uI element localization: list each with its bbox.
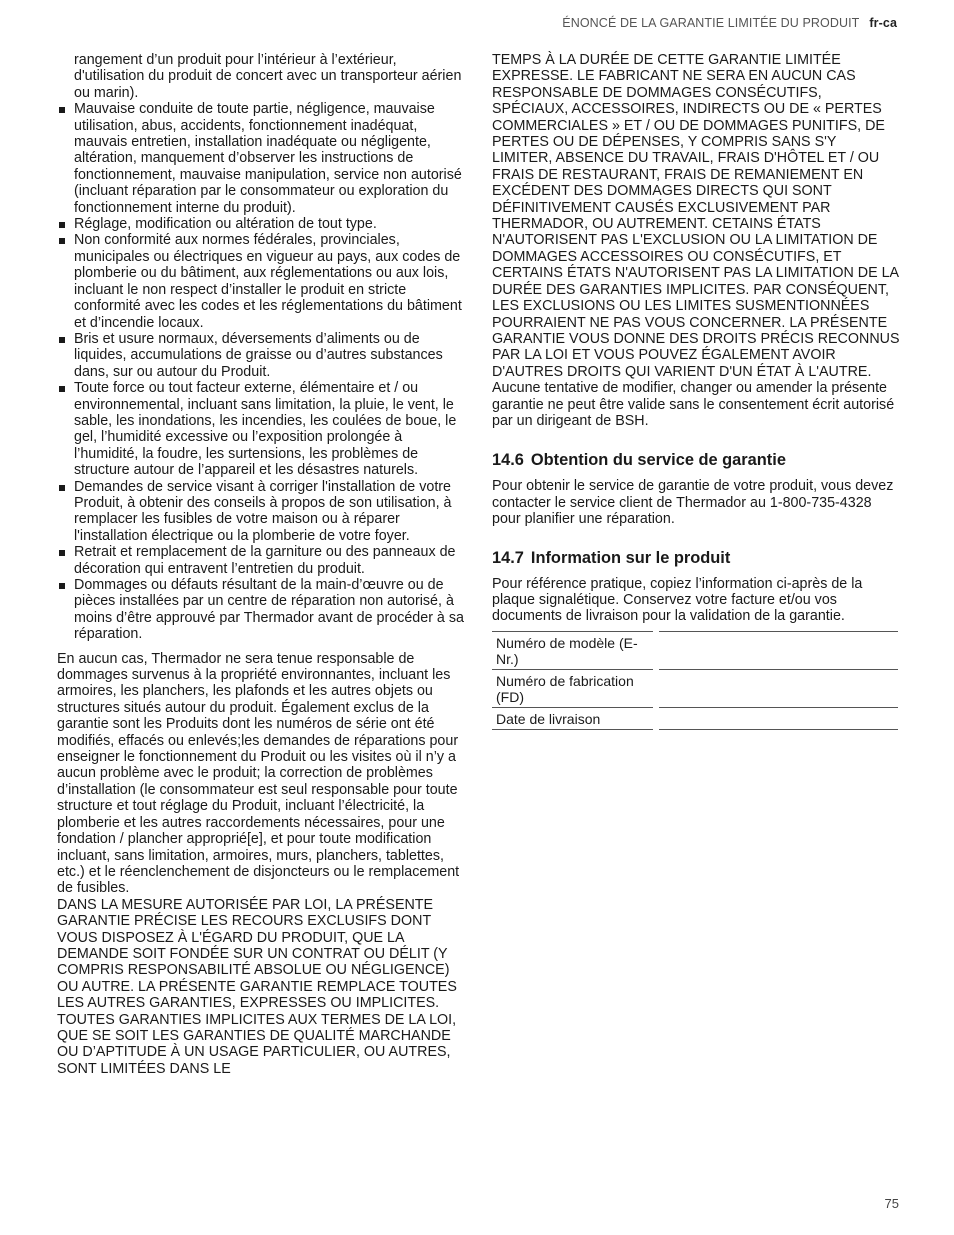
section-heading-product-info — [492, 548, 900, 568]
exclusion-list — [57, 101, 465, 642]
fabrication-number-label: Numéro de fabrication (FD) — [492, 669, 656, 707]
product-info-table — [492, 631, 898, 730]
caps-disclaimer-part1: DANS LA MESURE AUTORISÉE PAR LOI, LA PRÉSENTE GARANTIE PRÉCISE LES RECOURS EXCLUSIFS DONT VOUS DISPOSEZ À L'ÉGARD DU PRODUIT, QUE LA DEMANDE SOIT FONDÉE SUR UN CONTRAT OU DÉLIT (Y COMPRIS RESPONSABILITÉ ABSOLUE OU NÉGLIGENCE) OU AUTRE. LA PRÉSENTE GARANTIE REMPLACE TOUTES LES AUTRES GARANTIES, EXPRESSES OU IMPLICITES. TOUTES GARANTIES IMPLICITES AUX TERMES DE LA LOI, QUE SE SOIT LES GARANTIES DE QUALITÉ MARCHANDE OU D’APTITUDE À UN USAGE PARTICULIER, OU AUTRES, SONT LIMITÉES DANS LE — [57, 896, 457, 1077]
list-item: Demandes de service visant à corriger l'installation de votre Produit, à obtenir des conseils à propos de son utilisation, à remplacer les fusibles de votre maison ou à réparer l'installation électrique ou la plomberie de votre foyer. — [57, 479, 465, 545]
list-item: Toute force ou tout facteur externe, élémentaire et / ou environnemental, incluant sans limitation, la pluie, le vent, le sable, les inondations, les incendies, les coulées de boue, le gel, l’humidité excessive ou l’exposition prolongée à l’humidité, la foudre, les surtensions, les problèmes de structure autour de l’appareil et les désastres naturels. — [57, 380, 465, 478]
model-number-label: Numéro de modèle (E-Nr.) — [492, 631, 656, 669]
delivery-date-label: Date de livraison — [492, 707, 656, 729]
page-number: 75 — [884, 1196, 899, 1211]
fabrication-number-field — [656, 669, 898, 707]
table-row — [492, 707, 898, 729]
service-paragraph: Pour obtenir le service de garantie de votre produit, vous devez contacter le service client de Thermador au 1-800-735-4328 pour planifier une réparation. — [492, 478, 894, 528]
caps-disclaimer-part2: TEMPS À LA DURÉE DE CETTE GARANTIE LIMITÉE EXPRESSE. LE FABRICANT NE SERA EN AUCUN CAS RESPONSABLE DE DOMMAGES CONSÉCUTIFS, SPÉCIAUX, ACCESSOIRES, INDIRECTS OU DE « PERTES COMMERCIALES » ET / OU DE DOMMAGES PUNITIFS, DE PERTES OU DE DÉPENSES, Y COMPRIS SANS S'Y LIMITER, ABSENCE DU TRAVAIL, FRAIS D'HÔTEL ET / OU FRAIS DE RESTAURANT, FRAIS DE REMANIEMENT EN EXCÉDENT DES DOMMAGES DIRECTS QUI SONT DÉFINITIVEMENT CAUSÉS EXCLUSIVEMENT PAR THERMADOR, OU AUTREMENT. CETAINS ÉTATS N'AUTORISENT PAS L'EXCLUSION OU LA LIMITATION DE DOMMAGES ACCESSOIRES OU CONSÉCUTIFS, ET CERTAINS ÉTATS N'AUTORISENT PAS LA LIMITATION DE LA DURÉE DES GARANTIES IMPLICITES. PAR CONSÉQUENT, LES EXCLUSIONS OU LES LIMITES SUSMENTIONNÉES POURRAIENT NE PAS VOUS CONCERNER. LA PRÉSENTE GARANTIE VOUS DONNE DES DROITS PRÉCIS RECONNUS PAR LA LOI ET VOUS POUVEZ ÉGALEMENT AVOIR D'AUTRES DROITS QUI VARIENT D'UN ÉTAT À L'AUTRE. — [492, 52, 900, 380]
table-row — [492, 631, 898, 669]
running-header — [562, 16, 897, 30]
intro-continuation: rangement d’un produit pour l’intérieur à l’extérieur, d'utilisation du produit de concert avec un transporteur aérien ou marin). — [74, 52, 462, 101]
section-heading-service — [492, 450, 900, 470]
product-info-paragraph: Pour référence pratique, copiez l’information ci-après de la plaque signalétique. Conservez votre facture et/ou vos documents de livraison pour la validation de la garantie. — [492, 575, 863, 625]
list-item: Bris et usure normaux, déversements d’aliments ou de liquides, accumulations de graisse ou d’autres substances dans, sur ou autour du Produit. — [57, 331, 465, 380]
list-item: Non conformité aux normes fédérales, provinciales, municipales ou électriques en vigueur au pays, aux codes de plomberie ou du bâtiment, aux réglementations ou aux lois, incluant le non respect d’installer le produit en stricte conformité avec les codes et les réglementations du bâtiment et d’incendie locaux. — [57, 232, 465, 330]
delivery-date-field — [656, 707, 898, 729]
section-number: 14.6 — [492, 451, 524, 470]
modification-notice: Aucune tentative de modifier, changer ou amender la présente garantie ne peut être valide sans le consentement écrit autorisé par un dirigeant de BSH. — [492, 380, 895, 429]
right-column — [492, 52, 900, 730]
section-number: 14.7 — [492, 548, 524, 567]
list-item: Retrait et remplacement de la garniture ou des panneaux de décoration qui entravent l’entretien du produit. — [57, 544, 465, 577]
left-column — [57, 52, 465, 1077]
list-item: Dommages ou défauts résultant de la main-d’œuvre ou de pièces installées par un centre de réparation non autorisé, à moins d’être approuvé par Thermador avant de procéder à sa réparation. — [57, 577, 465, 643]
model-number-field — [656, 631, 898, 669]
table-row — [492, 669, 898, 707]
liability-paragraph: En aucun cas, Thermador ne sera tenue responsable de dommages survenus à la propriété environnantes, incluant les armoires, les planchers, les plafonds et les autres objets ou structures situés autour du produit. Également exclus de la garantie sont les Produits dont les numéros de série ont été modifiés, effacés ou enlevés;les demandes de réparations pour enseigner le fonctionnement du Produit ou les visites où il n’y a aucun problème avec le produit; la correction de problèmes d’installation (le consommateur est seul responsable pour toute structure et tout réglage du Produit, incluant l’électricité, la plomberie et les autres raccordements nécessaires, pour une fondation / plancher approprié[e], et pour toute modification incluant, sans limitation, armoires, murs, planchers, tablettes, etc.) et le réenclenchement de disjoncteurs ou le remplacement de fusibles. — [57, 650, 460, 897]
section-title: Obtention du service de garantie — [530, 451, 786, 470]
header-title: ÉNONCÉ DE LA GARANTIE LIMITÉE DU PRODUIT — [562, 16, 860, 30]
list-item: Réglage, modification ou altération de tout type. — [57, 216, 465, 232]
section-title: Information sur le produit — [530, 548, 731, 567]
list-item: Mauvaise conduite de toute partie, négligence, mauvaise utilisation, abus, accidents, fonctionnement inadéquat, mauvais entretien, installation inadéquate ou négligente, altération, manquement d’observer les instructions de fonctionnement, mauvaise manipulation, service non autorisé (incluant réparation par le consommateur ou exploration du fonctionnement interne du produit). — [57, 101, 465, 216]
language-code: fr-ca — [869, 16, 897, 30]
